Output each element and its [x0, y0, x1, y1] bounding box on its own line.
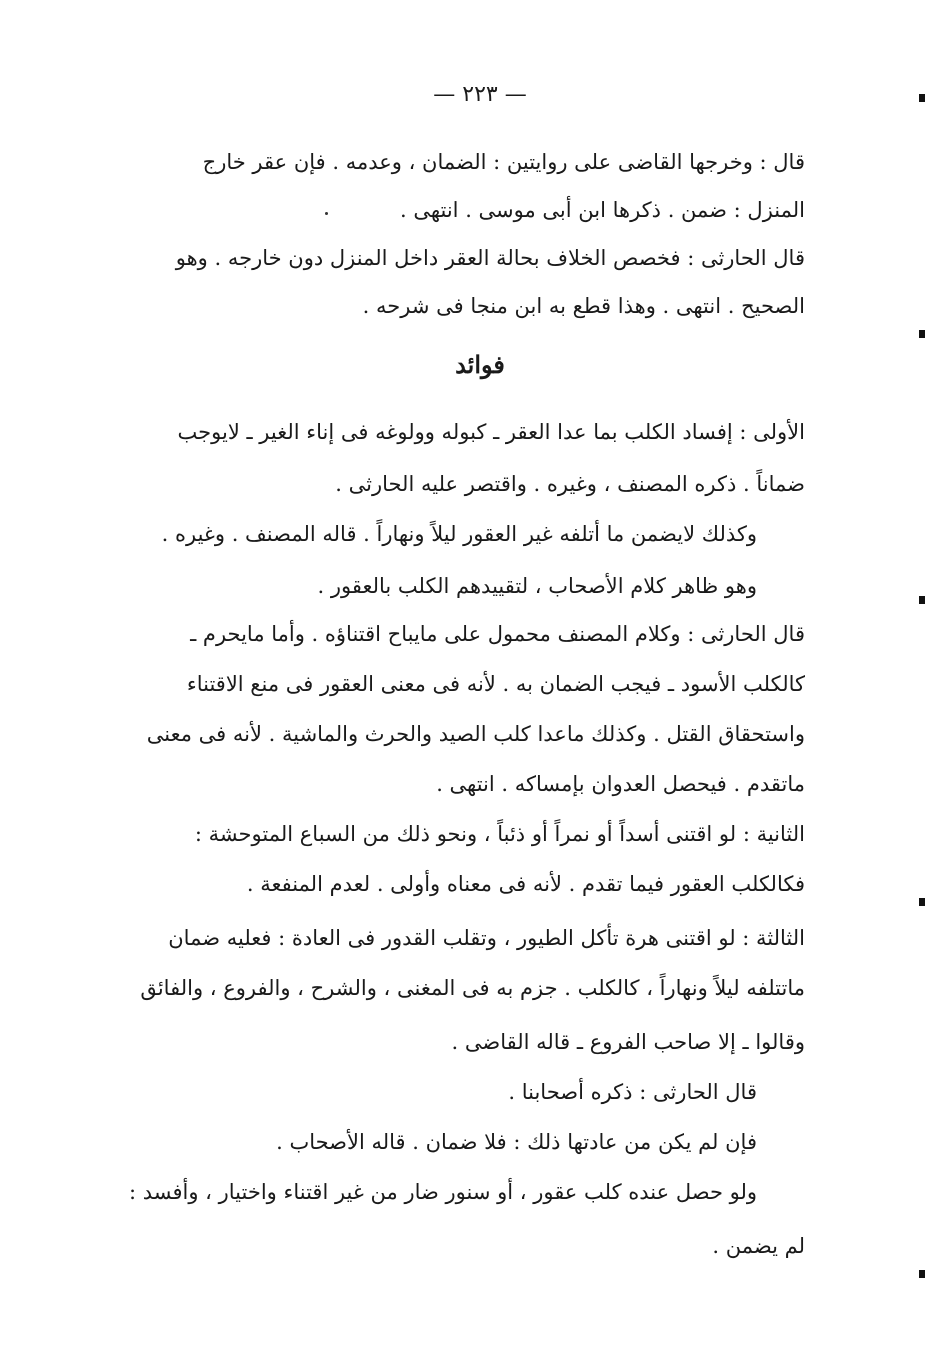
text-line-12: ماتقدم . فيحصل العدوان بإمساكه . انتهى .	[436, 772, 805, 796]
section-heading: فوائد	[455, 350, 505, 379]
text-line-19: فإن لم يكن من عادتها ذلك : فلا ضمان . قاله الأصحاب .	[276, 1130, 757, 1154]
text-line-15: الثالثة : لو اقتنى هرة تأكل الطيور ، وتقلب القدور فى العادة : فعليه ضمان	[168, 926, 805, 950]
text-line-10: كالكلب الأسود ـ فيجب الضمان به . لأنه فى معنى العقور فى منع الاقتناء	[186, 672, 805, 696]
text-line-16: ماتتلفه ليلاً ونهاراً ، كالكلب . جزم به فى المغنى ، والشرح ، والفروع ، والفائق	[140, 976, 805, 1000]
margin-mark	[919, 898, 925, 906]
text-line-2: المنزل : ضمن . ذكرها ابن أبى موسى . انتهى .	[399, 198, 805, 222]
text-line-1: قال : وخرجها القاضى على روايتين : الضمان ، وعدمه . فإن عقر خارج	[202, 150, 805, 174]
text-line-9: قال الحارثى : وكلام المصنف محمول على مايباح اقتناؤه . وأما مايحرم ـ	[190, 622, 805, 646]
text-line-7: وكذلك لايضمن ما أتلفه غير العقور ليلاً ونهاراً . قاله المصنف . وغيره .	[161, 522, 757, 546]
text-line-21: لم يضمن .	[712, 1234, 805, 1258]
scan-speck	[325, 212, 328, 215]
text-line-3: قال الحارثى : فخصص الخلاف بحالة العقر داخل المنزل دون خارجه . وهو	[175, 246, 805, 270]
text-line-8: وهو ظاهر كلام الأصحاب ، لتقييدهم الكلب بالعقور .	[317, 574, 757, 598]
margin-mark	[919, 330, 925, 338]
text-line-18: قال الحارثى : ذكره أصحابنا .	[508, 1080, 757, 1104]
page-number: — ٢٢٣ —	[433, 82, 527, 107]
text-line-6: ضماناً . ذكره المصنف ، وغيره . واقتصر عليه الحارثى .	[335, 472, 805, 496]
margin-mark	[919, 1270, 925, 1278]
text-line-17: وقالوا ـ إلا صاحب الفروع ـ قاله القاضى .	[451, 1030, 805, 1054]
margin-mark	[919, 94, 925, 102]
text-line-11: واستحقاق القتل . وكذلك ماعدا كلب الصيد والحرث والماشية . لأنه فى معنى	[146, 722, 805, 746]
text-line-4: الصحيح . انتهى . وهذا قطع به ابن منجا فى شرحه .	[362, 294, 805, 318]
margin-mark	[919, 596, 925, 604]
text-line-5: الأولى : إفساد الكلب بما عدا العقر ـ كبوله وولوغه فى إناء الغير ـ لايوجب	[177, 420, 805, 444]
text-line-20: ولو حصل عنده كلب عقور ، أو سنور ضار من غير اقتناء واختيار ، وأفسد :	[128, 1180, 757, 1204]
text-line-13: الثانية : لو اقتنى أسداً أو نمراً أو ذئباً ، ونحو ذلك من السباع المتوحشة :	[194, 822, 805, 846]
text-line-14: فكالكلب العقور فيما تقدم . لأنه فى معناه وأولى . لعدم المنفعة .	[246, 872, 805, 896]
